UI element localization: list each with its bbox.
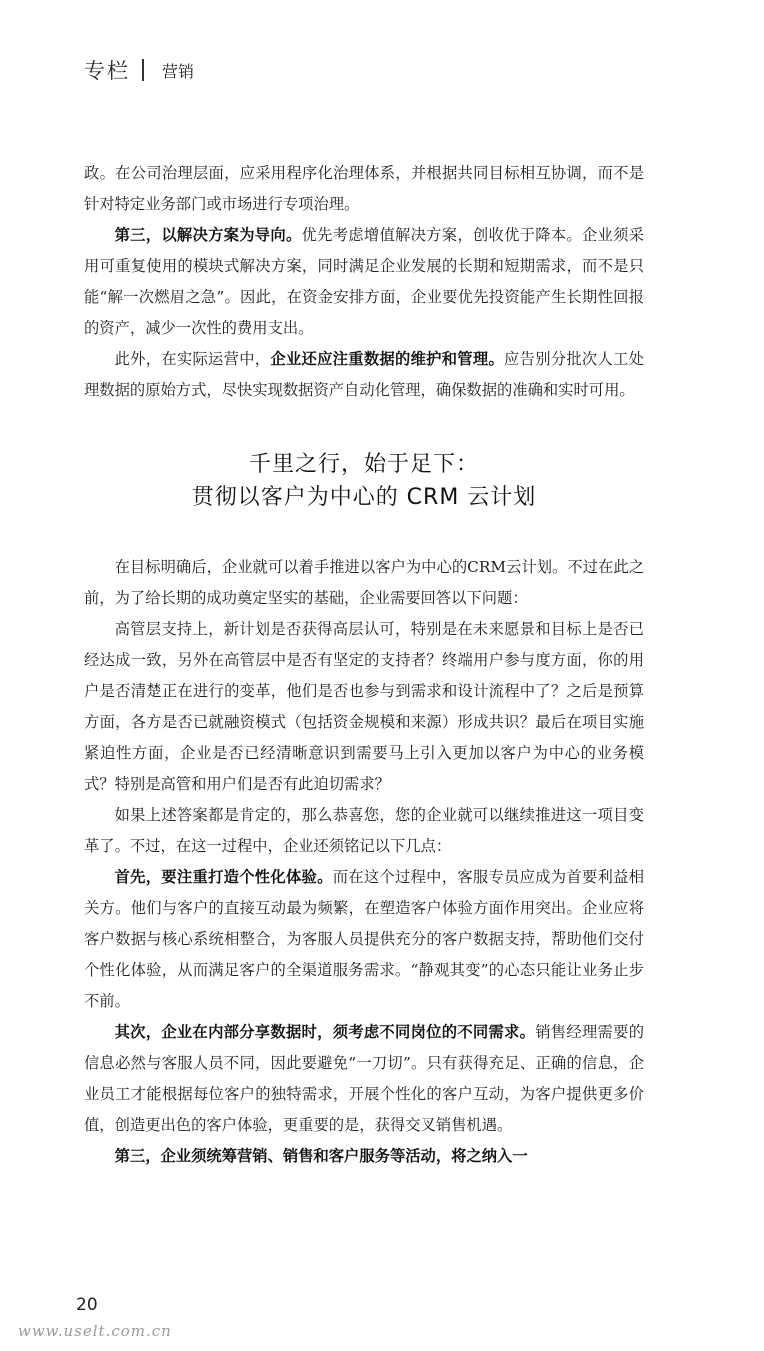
paragraph-8-text: 销售经理需要的信息必然与客服人员不同，因此要避免“一刀切”。只有获得充足、正确的信息，企业员工才能根据每位客户的独特需求，开展个性化的客户互动，为客户提供更多价值，创造更出色的客户体验，更重要的是，获得交叉销售机遇。 (84, 1023, 644, 1134)
column-title: 专栏 (84, 59, 130, 83)
paragraph-3-text: 应告别分批次人工处理数据的原始方式，尽快实现数据资产自动化管理，确保数据的准确和实时可用。 (84, 350, 644, 399)
paragraph-7-bold: 首先，要注重打造个性化体验。 (114, 868, 333, 886)
paragraph-6: 如果上述答案都是肯定的，那么恭喜您，您的企业就可以继续推进这一项目变革了。不过，在这一过程中，企业还须铭记以下几点： (84, 806, 644, 855)
paragraph-2 (84, 220, 644, 344)
paragraph-5: 高管层支持上，新计划是否获得高层认可，特别是在未来愿景和目标上是否已经达成一致，另外在高管层中是否有坚定的支持者？终端用户参与度方面，你的用户是否清楚正在进行的变革，他们是否也参与到需求和设计流程中了？之后是预算方面，各方是否已就融资模式（包括资金规模和来源）形成共识？最后在项目实施紧迫性方面，企业是否已经清晰意识到需要马上引入更加以客户为中心的业务模式？特别是高管和用户们是否有此迫切需求？ (84, 620, 644, 793)
header-divider (142, 59, 144, 81)
section-label: 营销 (162, 61, 195, 81)
section-heading-line-1: 千里之行，始于足下： (248, 452, 479, 477)
paragraph-3-bold: 企业还应注重数据的维护和管理。 (270, 350, 505, 368)
paragraph-4: 在目标明确后，企业就可以着手推进以客户为中心的CRM云计划。不过在此之前，为了给长期的成功奠定坚实的基础，企业需要回答以下问题： (84, 558, 644, 607)
paragraph-3 (84, 344, 644, 406)
paragraph-2-text: 优先考虑增值解决方案，创收优于降本。企业须采用可重复使用的模块式解决方案，同时满足企业发展的长期和短期需求，而不是只能“解一次燃眉之急”。因此，在资金安排方面，企业要优先投资能产生长期性回报的资产，减少一次性的费用支出。 (84, 226, 644, 337)
paragraph-2-bold: 第三，以解决方案为导向。 (114, 226, 302, 244)
article-body (84, 158, 644, 1172)
column-header (84, 56, 194, 84)
section-heading (84, 448, 644, 514)
watermark: www.uselt.com.cn (18, 1322, 172, 1340)
paragraph-7-text: 而在这个过程中，客服专员应成为首要利益相关方。他们与客户的直接互动最为频繁，在塑造客户体验方面作用突出。企业应将客户数据与核心系统相整合，为客服人员提供充分的客户数据支持，帮助他们交付个性化体验，从而满足客户的全渠道服务需求。“静观其变”的心态只能让业务止步不前。 (84, 868, 644, 1010)
paragraph-7 (84, 862, 644, 1017)
section-heading-line-2: 贯彻以客户为中心的 CRM 云计划 (191, 485, 537, 510)
paragraph-9 (84, 1141, 644, 1172)
paragraph-1: 政。在公司治理层面，应采用程序化治理体系，并根据共同目标相互协调，而不是针对特定业务部门或市场进行专项治理。 (84, 164, 644, 213)
paragraph-8-bold: 其次，企业在内部分享数据时，须考虑不同岗位的不同需求。 (114, 1023, 536, 1041)
paragraph-9-bold: 第三，企业须统筹营销、销售和客户服务等活动，将之纳入一 (114, 1147, 528, 1165)
paragraph-3-pre: 此外，在实际运营中， (114, 350, 271, 368)
paragraph-8 (84, 1017, 644, 1141)
page-number: 20 (76, 1295, 98, 1315)
